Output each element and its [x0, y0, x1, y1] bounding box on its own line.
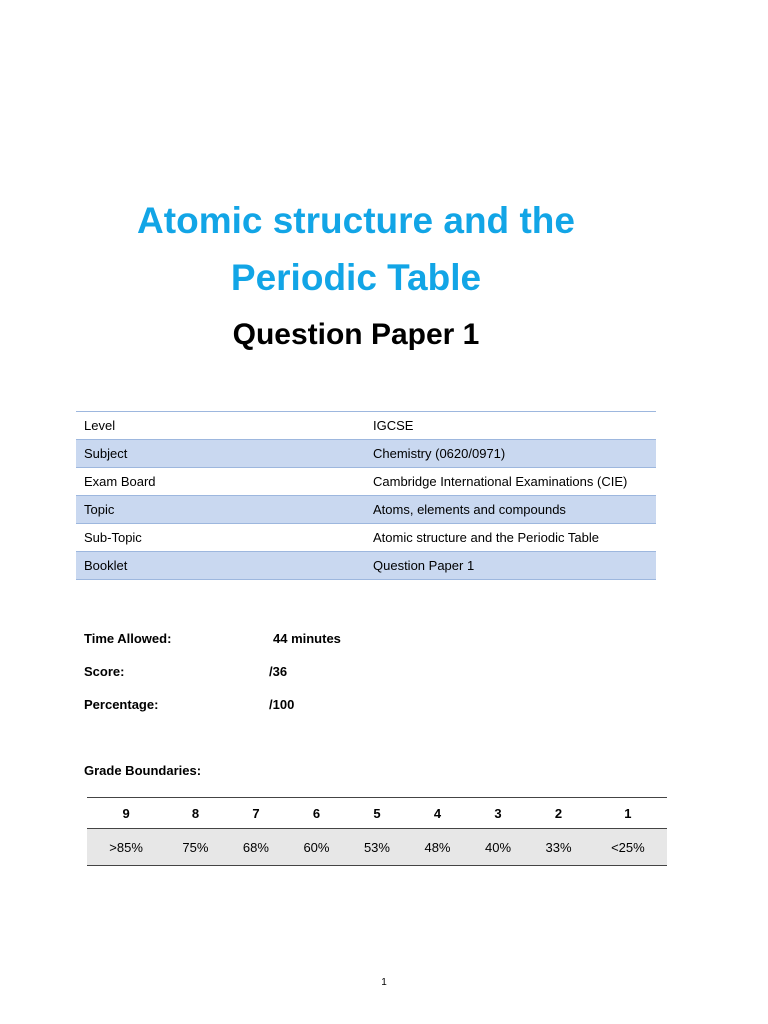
score-value: /36 [269, 664, 288, 679]
info-label: Level [76, 412, 365, 440]
grade-cell: 9 [87, 798, 165, 829]
info-value: Chemistry (0620/0971) [365, 440, 656, 468]
time-allowed-label: Time Allowed: [84, 631, 172, 646]
info-row-level [76, 412, 656, 440]
percentage-cell: 75% [165, 829, 226, 866]
percentage-value: /100 [269, 697, 295, 712]
percentage-cell: 53% [347, 829, 408, 866]
grade-row [87, 798, 667, 829]
percentage-cell: <25% [589, 829, 667, 866]
percentage-cell: 48% [407, 829, 468, 866]
grade-boundaries-label: Grade Boundaries: [84, 763, 202, 778]
info-value: Atoms, elements and compounds [365, 496, 656, 524]
document-title-line1: Atomic structure and the [137, 200, 575, 241]
info-label: Exam Board [76, 468, 365, 496]
info-value: Question Paper 1 [365, 552, 656, 580]
page-number: 1 [381, 977, 387, 988]
time-allowed-value: 44 minutes [273, 631, 341, 646]
grade-boundaries-table [87, 797, 667, 866]
grade-cell: 5 [347, 798, 408, 829]
info-label: Subject [76, 440, 365, 468]
info-row-booklet [76, 552, 656, 580]
info-row-sub-topic [76, 524, 656, 552]
grade-cell: 1 [589, 798, 667, 829]
info-row-subject [76, 440, 656, 468]
percentage-cell: >85% [87, 829, 165, 866]
score-label: Score: [84, 664, 125, 679]
grade-cell: 8 [165, 798, 226, 829]
grade-cell: 7 [226, 798, 287, 829]
info-row-exam-board [76, 468, 656, 496]
percentage-cell: 40% [468, 829, 529, 866]
info-row-topic [76, 496, 656, 524]
grade-cell: 2 [528, 798, 589, 829]
percentage-cell: 68% [226, 829, 287, 866]
percentage-cell: 33% [528, 829, 589, 866]
info-label: Topic [76, 496, 365, 524]
info-table [76, 411, 656, 580]
percentage-row [87, 829, 667, 866]
info-value: Cambridge International Examinations (CIE) [365, 468, 656, 496]
percentage-cell: 60% [286, 829, 347, 866]
info-value: Atomic structure and the Periodic Table [365, 524, 656, 552]
grade-cell: 3 [468, 798, 529, 829]
percentage-label: Percentage: [84, 697, 159, 712]
info-label: Booklet [76, 552, 365, 580]
document-title-line2: Periodic Table [230, 257, 482, 298]
grade-cell: 6 [286, 798, 347, 829]
document-subtitle: Question Paper 1 [232, 318, 480, 351]
info-value: IGCSE [365, 412, 656, 440]
info-label: Sub-Topic [76, 524, 365, 552]
grade-cell: 4 [407, 798, 468, 829]
